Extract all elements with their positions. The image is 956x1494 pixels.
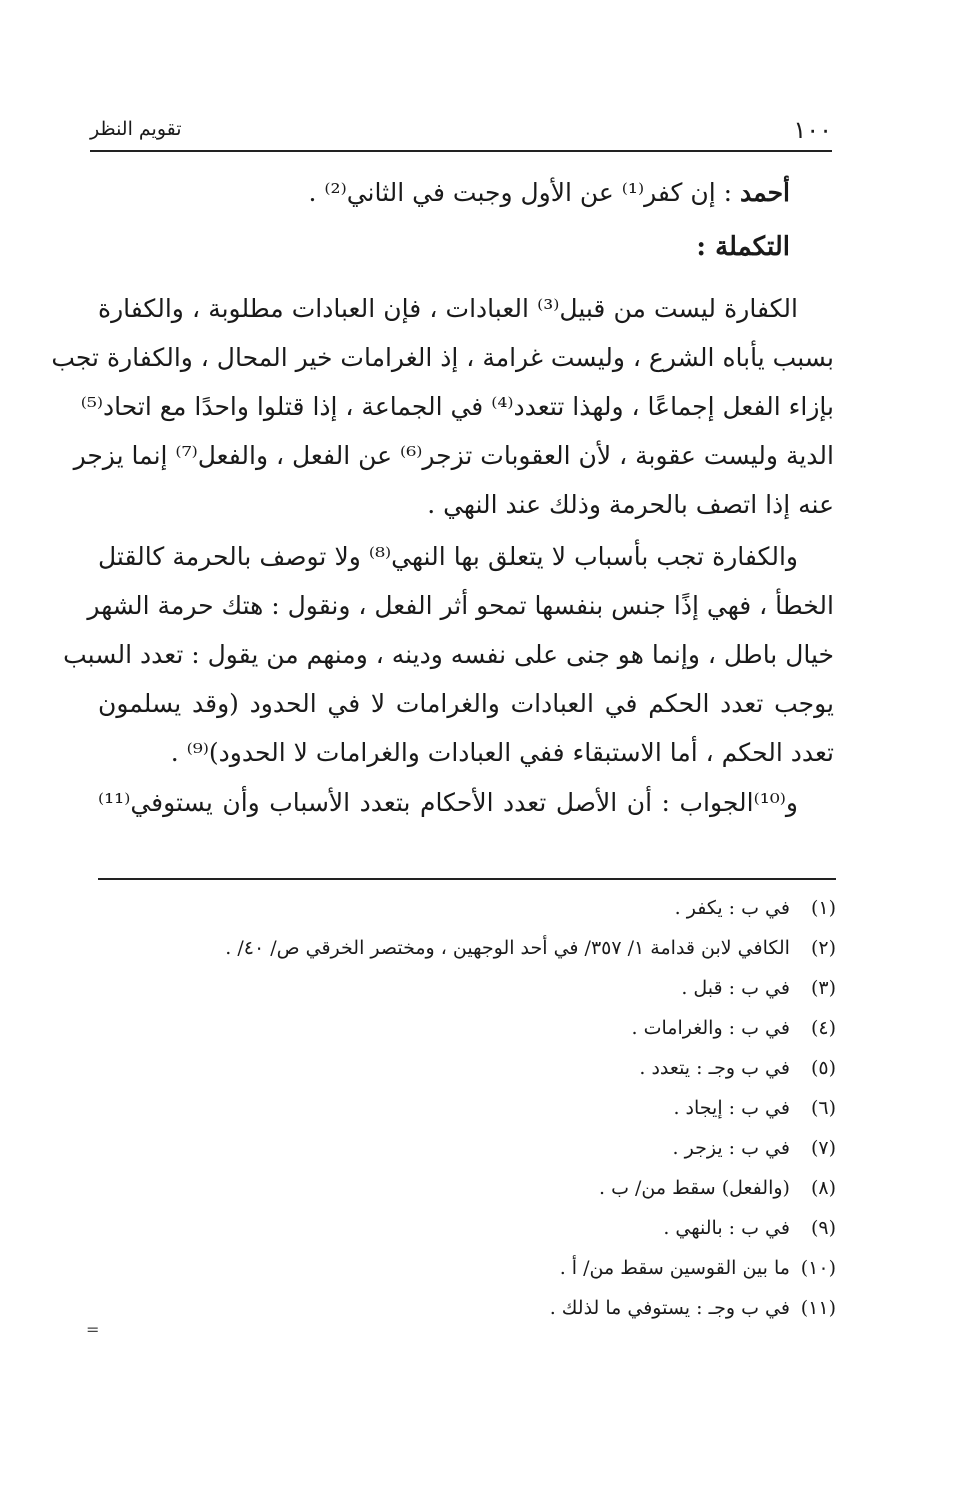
- footnote-text: في ب : إيجاد .: [673, 1097, 790, 1119]
- footnote-text: الكافي لابن قدامة ١/ ٣٥٧/ في أحد الوجهين ، ومختصر الخرقي ص/ ٤٠/ .: [225, 937, 790, 959]
- footnote-number: (٩): [810, 1217, 836, 1239]
- footnote: [98, 1296, 836, 1320]
- footnote-text: في ب وجـ : يستوفي ما لذلك .: [549, 1297, 790, 1319]
- footnote-number: (٨): [810, 1177, 836, 1199]
- footnote-number: (٥): [810, 1057, 836, 1079]
- footnote: [98, 1216, 836, 1240]
- paragraph-line: و⁽¹⁰⁾الجواب : أن الأصل تعدد الأحكام بتعدد الأسباب وأن يستوفي⁽¹¹⁾: [98, 788, 798, 817]
- footnote: [98, 1016, 836, 1040]
- footnote-rule: [98, 878, 836, 880]
- footnote: [98, 1136, 836, 1160]
- paragraph-line: الكفارة ليست من قبيل⁽³⁾ العبادات ، فإن العبادات مطلوبة ، والكفارة: [98, 294, 798, 323]
- footnote-text: في ب وجـ : يتعدد .: [639, 1057, 790, 1079]
- footnote-text: في ب : والغرامات .: [631, 1017, 790, 1039]
- footnote-number: (٤): [810, 1017, 836, 1039]
- footnote-text: في ب : يكفر .: [674, 897, 790, 919]
- footnote-number: (٢): [810, 937, 836, 959]
- opening-line: [98, 178, 834, 208]
- paragraph-line: الخطأ ، فهي إذًا جنس بنفسها تمحو أثر الفعل ، ونقول : هتك حرمة الشهر: [87, 591, 834, 620]
- footnote: [98, 1056, 836, 1080]
- footnote-number: (٦): [810, 1097, 836, 1119]
- speaker-name: أحمد: [740, 178, 790, 207]
- paragraph-line: خيال باطل ، وإنما هو جنى على نفسه ودينه ، ومنهم من يقول : تعدد السبب: [63, 640, 834, 669]
- section-heading: التكملة :: [696, 232, 790, 262]
- running-title: تقويم النظر: [90, 118, 182, 140]
- paragraph-line: الدية وليست عقوبة ، لأن العقوبات تزجر⁽⁶⁾ عن الفعل ، والفعل⁽⁷⁾ إنما يزجر: [73, 441, 834, 470]
- paragraph-2: [63, 542, 834, 768]
- paragraph-line: تعدد الحكم ، أما الاستبقاء ففي العبادات والغرامات لا الحدود)⁽⁹⁾ .: [170, 738, 834, 767]
- opening-line-text: : إن كفر⁽¹⁾ عن الأول وجبت في الثاني⁽²⁾ .: [308, 178, 733, 207]
- paragraph-line: بسبب يأباه الشرع ، وليست غرامة ، إذ الغرامات خير المحال ، والكفارة تجب: [51, 343, 834, 372]
- footnote: [98, 1256, 836, 1280]
- footnote-number: (١): [810, 897, 836, 919]
- paragraph-line: بإزاء الفعل إجماعًا ، ولهذا تتعدد⁽⁴⁾ في الجماعة ، إذا قتلوا واحدًا مع اتحاد⁽⁵⁾: [80, 392, 834, 421]
- footnote-number: (١١): [800, 1297, 836, 1319]
- footnote: [98, 896, 836, 920]
- footnotes: [98, 896, 836, 1336]
- page-header: [90, 112, 832, 148]
- paragraph-line: عنه إذا اتصف بالحرمة وذلك عند النهي .: [427, 490, 834, 519]
- footnote: [98, 1096, 836, 1120]
- footnote: [98, 1176, 836, 1200]
- footnote-text: (والفعل) سقط من/ ب .: [599, 1177, 790, 1199]
- footnote-text: ما بين القوسين سقط من/ أ .: [559, 1257, 790, 1279]
- paragraph-line: والكفارة تجب بأسباب لا يتعلق بها النهي⁽⁸⁾ ولا توصف بالحرمة كالقتل: [98, 542, 799, 571]
- main-text: [51, 178, 834, 818]
- footnote-number: (٧): [810, 1137, 836, 1159]
- paragraph-3: [98, 788, 834, 818]
- footnote-number: (١٠): [800, 1257, 836, 1279]
- margin-mark: =: [86, 1320, 100, 1339]
- footnote-text: في ب : بالنهي .: [663, 1217, 790, 1239]
- footnote: [98, 976, 836, 1000]
- page-number: ١٠٠: [793, 116, 832, 144]
- header-rule: [90, 150, 832, 152]
- footnote-text: في ب : قبل .: [681, 977, 790, 999]
- paragraph-1: [51, 294, 834, 520]
- footnote-number: (٣): [810, 977, 836, 999]
- footnote: [98, 936, 836, 960]
- footnote-text: في ب : يزجر .: [672, 1137, 790, 1159]
- paragraph-line: يوجب تعدد الحكم في العبادات والغرامات لا في الحدود (وقد يسلمون: [98, 689, 834, 718]
